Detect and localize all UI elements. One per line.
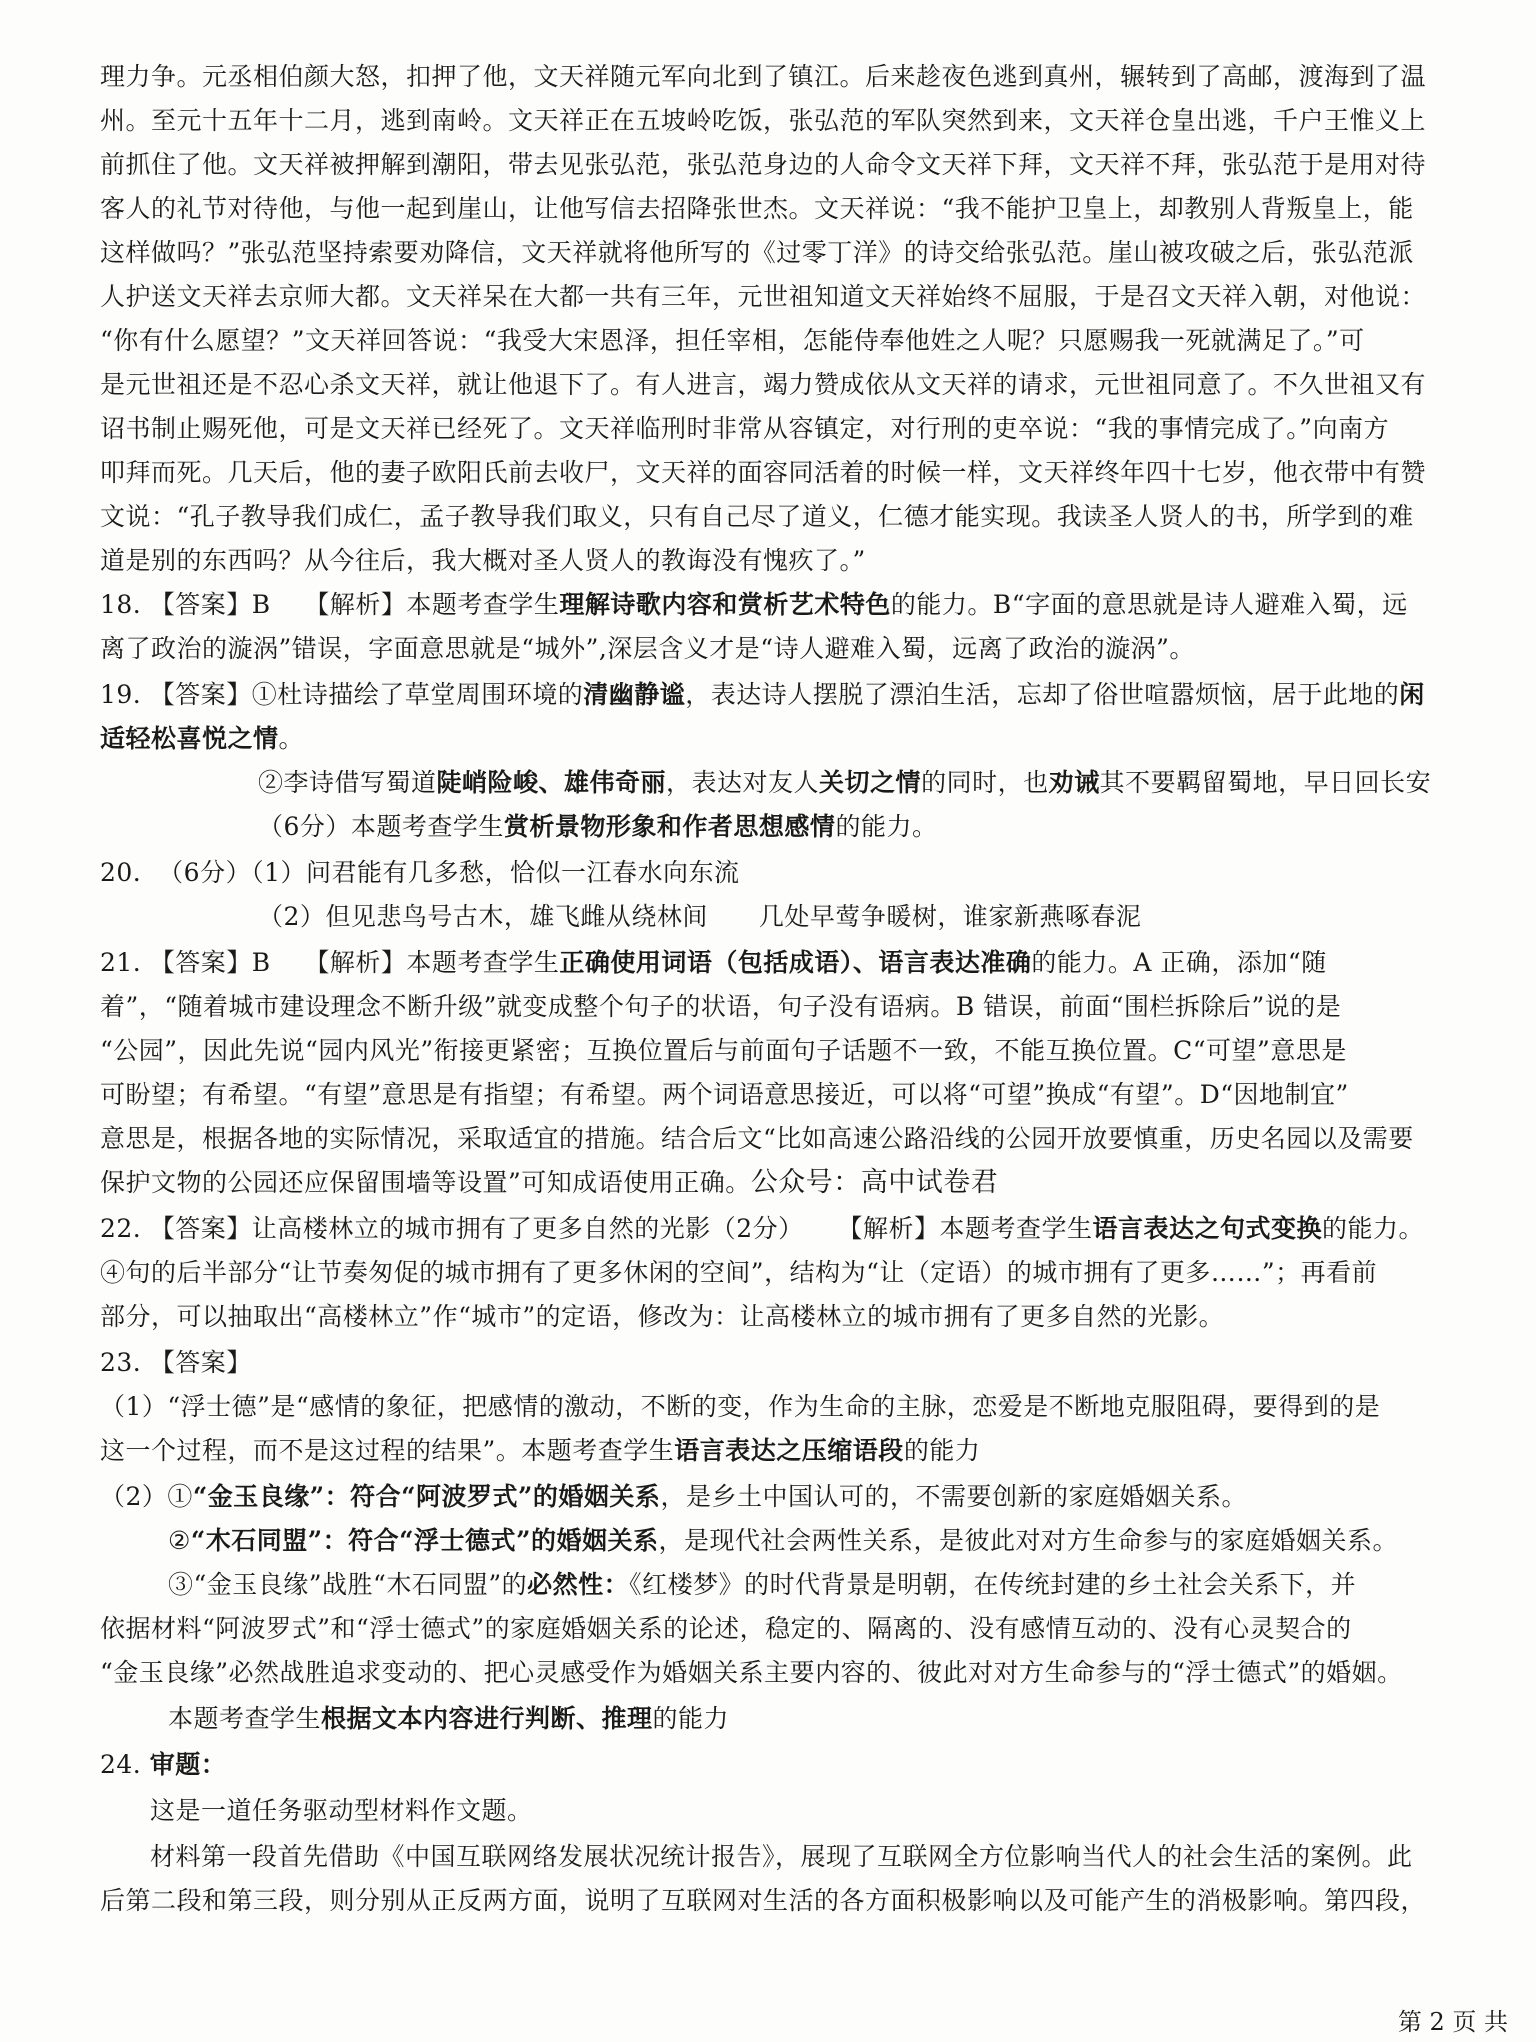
answer-tag: 审题： bbox=[149, 1750, 227, 1779]
text-line: 诏书制止赐死他，可是文天祥已经死了。文天祥临刑时非常从容镇定，对行刑的吏卒说：“我的事情完成了。”向南方 bbox=[100, 414, 1390, 443]
text-line: 客人的礼节对待他，与他一起到崖山，让他写信去招降张世杰。文天祥说：“我不能护卫皇上，却教别人背叛皇上，能 bbox=[100, 194, 1414, 223]
key-phrase: 语言表达之句式变换 bbox=[1092, 1214, 1322, 1243]
text-line: “公园”，因此先说“园内风光”衔接更紧密；互换位置后与前面句子话题不一致，不能互换位置。C“可望”意思是 bbox=[100, 1036, 1347, 1065]
text-line: 部分，可以抽取出“高楼林立”作“城市”的定语，修改为：让高楼林立的城市拥有了更多自然的光影。 bbox=[100, 1302, 1225, 1331]
answer-text: ③“金玉良缘”战胜“木石同盟”的 bbox=[168, 1570, 528, 1599]
answer-text: （2）① bbox=[100, 1482, 193, 1511]
key-phrase: 赏析景物形象和作者思想感情 bbox=[503, 812, 836, 841]
analysis-text: 的能力 bbox=[652, 1704, 730, 1733]
text-line: 材料第一段首先借助《中国互联网络发展状况统计报告》，展现了互联网全方位影响当代人的社会生活的案例。此 bbox=[150, 1842, 1413, 1871]
analysis-text: 的能力。B“字面的意思就是诗人避难入蜀，远 bbox=[890, 590, 1408, 619]
answer-text: 其不要羁留蜀地，早日回长安 bbox=[1099, 768, 1432, 797]
answer-23-p1-cont bbox=[100, 1429, 1480, 1473]
answer-text: （6分）（1）问君能有几多愁，恰似一江春水向东流 bbox=[158, 858, 740, 887]
text-line: 离了政治的漩涡”错误，字面意思就是“城外”,深层含义才是“诗人避难入蜀，远离了政治的漩涡”。 bbox=[100, 634, 1195, 663]
text-line: （2）但见悲鸟号古木，雄飞雌从绕林间 几处早莺争暖树，谁家新燕啄春泥 bbox=[258, 902, 1142, 931]
answer-text: ②李诗借写蜀道 bbox=[258, 768, 437, 797]
text-line: 前抓住了他。文天祥被押解到潮阳，带去见张弘范，张弘范身边的人命令文天祥下拜，文天祥不拜，张弘范于是用对待 bbox=[100, 150, 1427, 179]
question-number: 24. bbox=[100, 1750, 142, 1779]
question-number: 21. bbox=[100, 948, 142, 977]
answer-tag: 【答案】 bbox=[149, 680, 252, 709]
answer-text: ，是乡土中国认可的，不需要创新的家庭婚姻关系。 bbox=[660, 1482, 1247, 1511]
analysis-text: 的能力。A 正确，添加“随 bbox=[1031, 948, 1327, 977]
answer-23-point-1 bbox=[100, 1475, 1480, 1519]
answer-text: ，表达诗人摆脱了漂泊生活，忘却了俗世喧嚣烦恼，居于此地的 bbox=[685, 680, 1400, 709]
text-line: 依据材料“阿波罗式”和“浮士德式”的家庭婚姻关系的论述，稳定的、隔离的、没有感情互动的、没有心灵契合的 bbox=[100, 1614, 1352, 1643]
text-line: 道是别的东西吗？从今往后，我大概对圣人贤人的教诲没有愧疚了。” bbox=[100, 546, 866, 575]
text-line: 着”，“随着城市建设理念不断升级”就变成整个句子的状语，句子没有语病。B 错误，前面“围栏拆除后”说的是 bbox=[100, 992, 1342, 1021]
watermark-text: 公众号：高中试卷君 bbox=[750, 1167, 999, 1198]
key-phrase: 根据文本内容进行判断、推理 bbox=[321, 1704, 653, 1733]
answer-18 bbox=[100, 583, 1480, 627]
answer-19-point-2 bbox=[258, 761, 1478, 805]
answer-21-last bbox=[100, 1161, 1480, 1205]
answer-text: 的能力 bbox=[903, 1436, 981, 1465]
key-phrase: 劝诫 bbox=[1048, 768, 1100, 797]
key-phrase: 闲 bbox=[1399, 680, 1425, 709]
text-line: 州。至元十五年十二月，逃到南岭。文天祥正在五坡岭吃饭，张弘范的军队突然到来，文天祥仓皇出逃，千户王惟义上 bbox=[100, 106, 1427, 135]
text-line: （1）“浮士德”是“感情的象征，把感情的激动，不断的变，作为生命的主脉，恋爱是不断地克服阻碍，要得到的是 bbox=[100, 1392, 1381, 1421]
question-number: 20. bbox=[100, 858, 142, 887]
answer-text: 的同时，也 bbox=[921, 768, 1049, 797]
text-line: ④句的后半部分“让节奏匆促的城市拥有了更多休闲的空间”，结构为“让（定语）的城市拥有了更多……”；再看前 bbox=[100, 1258, 1378, 1287]
analysis-label: 本题考查学生 bbox=[168, 1704, 322, 1733]
analysis-label: （6分）本题考查学生 bbox=[258, 812, 504, 841]
answer-22 bbox=[100, 1207, 1480, 1251]
answer-tag: 【答案】B bbox=[149, 948, 271, 977]
key-phrase: “木石同盟”：符合“浮士德式”的婚姻关系 bbox=[190, 1526, 659, 1555]
answer-24 bbox=[100, 1743, 1480, 1787]
text-line: “金玉良缘”必然战胜追求变动的、把心灵感受作为婚姻关系主要内容的、彼此对对方生命参与的“浮士德式”的婚姻。 bbox=[100, 1658, 1403, 1687]
text-line: 这样做吗？”张弘范坚持索要劝降信，文天祥就将他所写的《过零丁洋》的诗交给张弘范。崖山被攻破之后，张弘范派 bbox=[100, 238, 1414, 267]
question-number: 22. bbox=[100, 1214, 142, 1243]
answer-text: ，是现代社会两性关系，是彼此对对方生命参与的家庭婚姻关系。 bbox=[658, 1526, 1398, 1555]
text-line: 这是一道任务驱动型材料作文题。 bbox=[150, 1796, 533, 1825]
analysis-text: 的能力。 bbox=[1321, 1214, 1424, 1243]
answer-23-point-2 bbox=[168, 1519, 1478, 1563]
key-phrase: 清幽静谧 bbox=[583, 680, 686, 709]
text-line: 人护送文天祥去京师大都。文天祥呆在大都一共有三年，元世祖知道文天祥始终不屈服，于是召文天祥入朝，对他说： bbox=[100, 282, 1427, 311]
answer-23 bbox=[100, 1341, 1480, 1385]
answer-tag: 【答案】 bbox=[149, 1348, 252, 1377]
text-line: “你有什么愿望？”文天祥回答说：“我受大宋恩泽，担任宰相，怎能侍奉他姓之人呢？只愿赐我一死就满足了。”可 bbox=[100, 326, 1365, 355]
key-phrase: 语言表达之压缩语段 bbox=[674, 1436, 904, 1465]
answer-23-note bbox=[168, 1697, 1478, 1741]
answer-text: 。 bbox=[278, 724, 305, 753]
key-phrase: 正确使用词语（包括成语）、语言表达准确 bbox=[559, 948, 1032, 977]
answer-19 bbox=[100, 673, 1480, 717]
answer-text: 这一个过程，而不是这过程的结果”。本题考查学生 bbox=[100, 1436, 675, 1465]
text-line: 理力争。元丞相伯颜大怒，扣押了他，文天祥随元军向北到了镇江。后来趁夜色逃到真州，辗转到了高邮，渡海到了温 bbox=[100, 62, 1427, 91]
question-number: 23. bbox=[100, 1348, 142, 1377]
key-phrase: 适轻松喜悦之情 bbox=[100, 724, 279, 753]
question-number: 18. bbox=[100, 590, 142, 619]
answer-20 bbox=[100, 851, 1480, 895]
answer-23-point-3 bbox=[168, 1563, 1478, 1607]
question-number: 19. bbox=[100, 680, 142, 709]
answer-text: ①杜诗描绘了草堂周围环境的 bbox=[251, 680, 584, 709]
text-line: 叩拜而死。几天后，他的妻子欧阳氏前去收尸，文天祥的面容同活着的时候一样，文天祥终年四十七岁，他衣带中有赞 bbox=[100, 458, 1427, 487]
answer-text: 《红楼梦》的时代背景是明朝，在传统封建的乡土社会关系下，并 bbox=[629, 1570, 1357, 1599]
page-footer: 第 2 页 共 bbox=[1397, 2008, 1508, 2036]
key-phrase: 理解诗歌内容和赏析艺术特色 bbox=[559, 590, 891, 619]
answer-21 bbox=[100, 941, 1480, 985]
answer-19-note bbox=[258, 805, 1478, 849]
analysis-label: 【解析】本题考查学生 bbox=[304, 590, 560, 619]
answer-19-cont bbox=[100, 717, 1480, 761]
answer-text: ，表达对友人 bbox=[666, 768, 820, 797]
answer-text: ② bbox=[168, 1526, 191, 1555]
analysis-label: 【解析】本题考查学生 bbox=[304, 948, 560, 977]
text-line: 是元世祖还是不忍心杀文天祥，就让他退下了。有人进言，竭力赞成依从文天祥的请求，元世祖同意了。不久世祖又有 bbox=[100, 370, 1427, 399]
answer-text: 保护文物的公园还应保留围墙等设置”可知成语使用正确。 bbox=[100, 1168, 751, 1197]
key-phrase: “金玉良缘”：符合“阿波罗式”的婚姻关系 bbox=[192, 1482, 661, 1511]
key-phrase: 陡峭险峻、雄伟奇丽 bbox=[436, 768, 667, 797]
text-line: 可盼望；有希望。“有望”意思是有指望；有希望。两个词语意思接近，可以将“可望”换成“有望”。D“因地制宜” bbox=[100, 1080, 1349, 1109]
answer-tag: 【答案】 bbox=[149, 1214, 252, 1243]
text-line: 文说：“孔子教导我们成仁，孟子教导我们取义，只有自己尽了道义，仁德才能实现。我读圣人贤人的书，所学到的难 bbox=[100, 502, 1414, 531]
text-line: 意思是，根据各地的实际情况，采取适宜的措施。结合后文“比如高速公路沿线的公园开放要慎重，历史名园以及需要 bbox=[100, 1124, 1414, 1153]
answer-tag: 【答案】B bbox=[149, 590, 271, 619]
analysis-text: 的能力。 bbox=[835, 812, 938, 841]
answer-text: 让高楼林立的城市拥有了更多自然的光影（2分） bbox=[251, 1214, 804, 1243]
key-phrase: 必然性： bbox=[527, 1570, 630, 1599]
analysis-label: 【解析】本题考查学生 bbox=[837, 1214, 1093, 1243]
text-line: 后第二段和第三段，则分别从正反两方面，说明了互联网对生活的各方面积极影响以及可能产生的消极影响。第四段， bbox=[100, 1886, 1427, 1915]
key-phrase: 关切之情 bbox=[819, 768, 922, 797]
